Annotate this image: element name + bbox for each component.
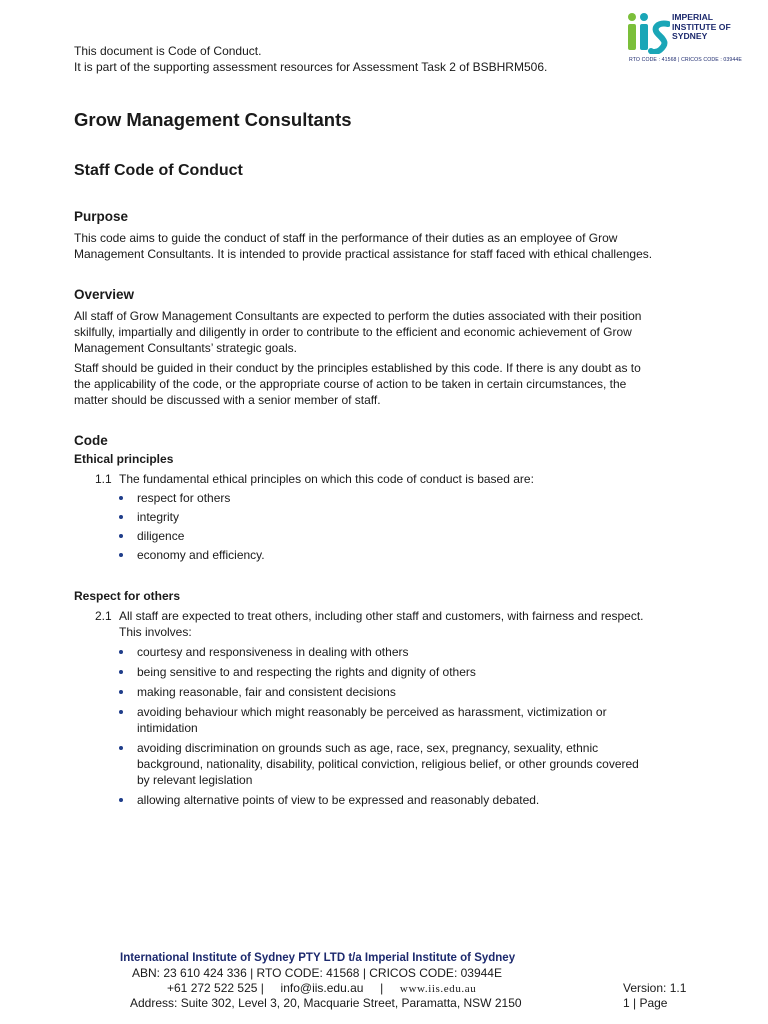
list-item [117,509,265,525]
overview-line: the applicability of the code, or the appropriate course of action to be taken in certain circumstances, the [74,377,627,391]
footer-website[interactable]: www.iis.edu.au [399,983,477,995]
bullet-text: diligence [137,529,185,543]
bullet-text: courtesy and responsiveness in dealing with others [137,645,409,659]
document-subtitle: Staff Code of Conduct [74,162,243,179]
respect-heading: Respect for others [74,589,181,603]
logo-name-line-3: SYDNEY [672,31,708,41]
ethical-principles-list [117,490,265,563]
footer-page-number: 1 | Page [623,996,668,1010]
iis-logo-icon [624,12,670,54]
document-title: Grow Management Consultants [74,109,352,130]
header-assessment-line: It is part of the supporting assessment resources for Assessment Task 2 of BSBHRM506. [74,60,548,74]
footer-separator: | [380,981,384,995]
footer-company: International Institute of Sydney PTY LTD t/a Imperial Institute of Sydney [120,952,516,964]
clause-2-1 [95,608,715,640]
bullet-text: being sensitive to and respecting the rights and dignity of others [137,665,476,679]
bullet-icon [119,515,123,519]
bullet-icon [119,650,123,654]
purpose-line: This code aims to guide the conduct of staff in the performance of their duties as an employee of Grow [74,231,618,245]
purpose-line: Management Consultants. It is intended to provide practical assistance for staff faced with ethical challenges. [74,247,653,261]
bullet-text: making reasonable, fair and consistent decisions [137,685,396,699]
footer-address: Address: Suite 302, Level 3, 20, Macquarie Street, Paramatta, NSW 2150 [130,996,522,1010]
bullet-icon [119,553,123,557]
list-item [117,644,697,660]
clause-number: 1.1 [95,472,112,486]
bullet-text: allowing alternative points of view to be expressed and reasonably debated. [137,793,540,807]
purpose-heading: Purpose [74,209,129,224]
footer-email[interactable]: info@iis.edu.au [280,981,364,995]
overview-line: matter should be discussed with a senior member of staff. [74,393,381,407]
bullet-text: integrity [137,510,180,524]
clause-text: The fundamental ethical principles on which this code of conduct is based are: [119,472,534,486]
bullet-icon [119,496,123,500]
logo-name-line-2: INSTITUTE OF [672,21,731,32]
respect-list [117,644,697,808]
bullet-text: background, nationality, disability, political conviction, religious belief, or other grounds covered [137,757,639,771]
bullet-text: respect for others [137,491,231,505]
overview-line: Management Consultants’ strategic goals. [74,341,298,355]
bullet-icon [119,690,123,694]
bullet-text: by relevant legislation [137,773,253,787]
bullet-icon [119,746,123,750]
bullet-icon [119,670,123,674]
header-doc-line: This document is Code of Conduct. [74,44,262,58]
clause-line: This involves: [119,625,192,639]
overview-line: All staff of Grow Management Consultants are expected to perform the duties associated with their position [74,309,642,323]
footer-version: Version: 1.1 [623,981,687,995]
logo-name-line-1: IMPERIAL [672,12,714,22]
bullet-icon [119,710,123,714]
overview-line: skilfully, impartially and diligently in order to contribute to the efficient and economic achievement of Grow [74,325,632,339]
bullet-text: economy and efficiency. [137,548,265,562]
footer-phone: +61 272 522 525 | [167,981,264,995]
bullet-text: avoiding behaviour which might reasonably be perceived as harassment, victimization or [137,705,607,719]
bullet-icon [119,798,123,802]
code-heading: Code [74,433,108,448]
bullet-text: intimidation [137,721,198,735]
overview-line: Staff should be guided in their conduct by the principles established by this code. If there is any doubt as to [74,361,641,375]
clause-line: All staff are expected to treat others, including other staff and customers, with fairness and respect. [119,609,644,623]
footer-abn: ABN: 23 610 424 336 | RTO CODE: 41568 | CRICOS CODE: 03944E [132,966,502,980]
purpose-paragraph [74,230,704,262]
ethical-principles-heading: Ethical principles [74,452,174,466]
bullet-text: avoiding discrimination on grounds such as age, race, sex, pregnancy, sexuality, ethnic [137,741,599,755]
list-item [117,792,697,808]
list-item [117,704,697,736]
logo-codes: RTO CODE : 41568 | CRICOS CODE : 03944E [629,57,742,63]
overview-paragraph-2 [74,360,704,408]
list-item [117,547,265,563]
list-item [117,740,697,788]
list-item [117,664,697,680]
clause-number: 2.1 [95,609,112,623]
list-item [117,528,265,544]
clause-text [119,608,719,640]
list-item [117,684,697,700]
bullet-icon [119,534,123,538]
list-item [117,490,265,506]
overview-paragraph-1 [74,308,704,356]
institute-logo [624,12,764,68]
footer-contact [167,981,476,997]
overview-heading: Overview [74,287,135,302]
